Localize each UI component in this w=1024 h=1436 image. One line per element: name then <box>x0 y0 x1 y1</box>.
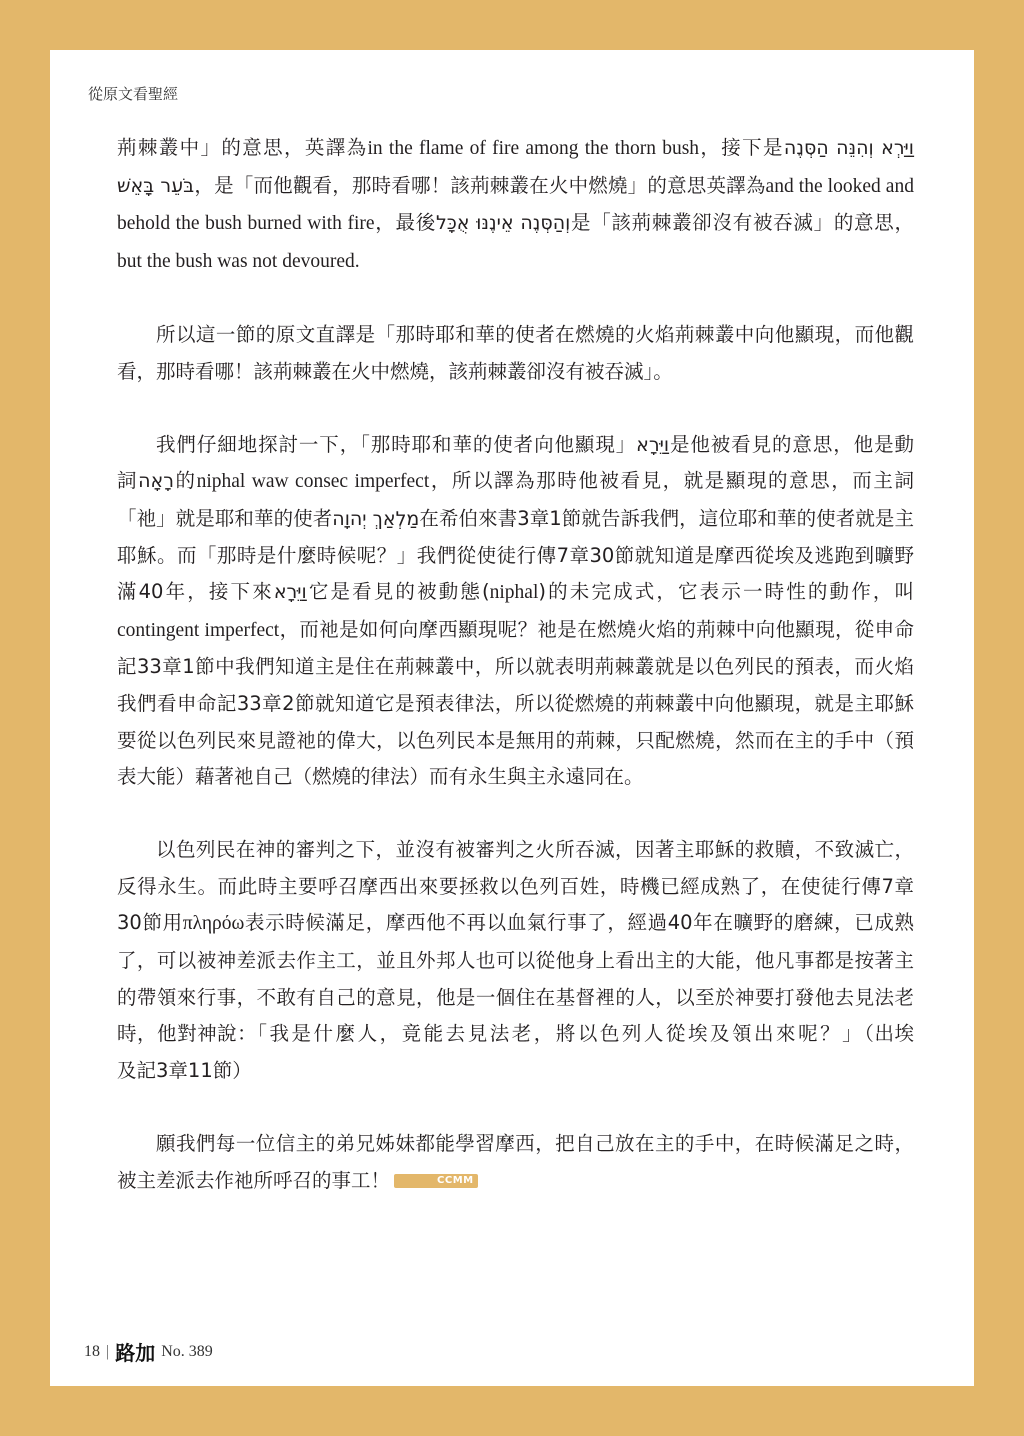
english-phrase: but the bush was not devoured. <box>117 250 360 272</box>
grammar-term: contingent imperfect <box>117 619 280 641</box>
paragraph-2: 所以這一節的原文直譯是「那時耶和華的使者在燃燒的火焰荊棘叢中向他顯現，而他觀看，那時看哪！該荊棘叢在火中燃燒，該荊棘叢卻沒有被吞滅」。 <box>117 322 914 383</box>
hebrew-word: וַיֵּרָא <box>273 581 307 604</box>
text-run: ，是「而他觀看，那時看哪！該荊棘叢在火中燃燒」的意思英譯為 <box>194 173 766 197</box>
paragraph-3 <box>117 427 914 796</box>
ccmm-end-mark: CCMM <box>394 1174 478 1188</box>
greek-word: πληρόω <box>182 913 245 935</box>
page-sheet <box>50 50 974 1386</box>
text-run: 以色列民在神的審判之下，並沒有被審判之火所吞滅，因著主耶穌的救贖，不致滅亡，反得永生。而此時主要呼召摩西出來要拯救以色列百姓，時機已經成熟了，在使徒行傳7章30節用 <box>117 838 914 935</box>
text-run: ，最後 <box>374 211 436 235</box>
text-run: 我們仔細地探討一下，「那時耶和華的使者向他顯現」 <box>156 432 637 456</box>
hebrew-phrase: מַלְאַךְ יְהוָה <box>332 507 420 530</box>
scripture-quote: 「我是什麼人，竟能去見法老，將以色列人從埃及領出來呢？」 <box>257 1022 865 1046</box>
paragraph-5 <box>117 1126 914 1199</box>
text-run: 是他被看見的意思，他是動詞 <box>117 432 914 493</box>
running-header: 從原文看聖經 <box>88 85 179 103</box>
text-run: 是「該荊棘叢卻沒有被吞滅」的意思， <box>570 211 914 235</box>
page-footer <box>84 1337 213 1366</box>
issue-number: No. 389 <box>161 1342 213 1360</box>
paragraph-4 <box>117 832 914 1089</box>
text-run: 的 <box>173 469 197 493</box>
hebrew-word: וַיֵּרָא <box>636 433 670 456</box>
hebrew-word: רָאָה <box>138 470 174 493</box>
scripture-reference: （出埃及記3章11節） <box>117 1022 914 1082</box>
english-phrase: and the looked and behold the bush burned with fire <box>117 175 914 235</box>
text-run: ，所以譯為那時他被看見，就是顯現的意思，而主詞「祂」就是耶和華的使者 <box>117 469 914 530</box>
text-run: )的未完成式，它表示一時性的動作，叫 <box>538 580 914 604</box>
text-run: 在希伯來書3章1節就告訴我們，這位耶和華的使者就是主耶穌。而「那時是什麼時候呢？」我們從使徒行傳7章30節就知道是摩西從埃及逃跑到曠野滿40年，接下來 <box>117 506 914 604</box>
footer-separator: | <box>106 1342 110 1360</box>
magazine-logo: 路加 <box>115 1341 156 1365</box>
hebrew-phrase: וְהַסְּנֶה אֵינֶנּוּ אֻכָּל <box>435 212 571 235</box>
text-run: 它是看見的被動態( <box>306 580 490 604</box>
text-run: 表示時候滿足，摩西他不再以血氣行事了，經過40年在曠野的磨練，已成熟了，可以被神差派去作主工，並且外邦人也可以從他身上看出主的大能，他凡事都是按著主的帶領來行事，不敢有自己的意見，他是一個住在基督裡的人，以至於神要打發他去見法老時，他對神說： <box>117 911 914 1046</box>
page-number: 18 <box>84 1342 100 1360</box>
hebrew-phrase: וַיַּרְא וְהִנֵּה הַסְּנֶה בֹּעֵר בָּאֵשׁ <box>117 137 914 197</box>
text-run: 願我們每一位信主的弟兄姊妹都能學習摩西，把自己放在主的手中，在時候滿足之時，被主差派去作祂所呼召的事工！ <box>117 1132 914 1192</box>
paragraph-1 <box>117 130 914 280</box>
english-phrase: in the flame of fire among the thorn bush <box>367 138 700 159</box>
text-run: ，而祂是如何向摩西顯現呢？祂是在燃燒火焰的荊棘中向他顯現，從申命記33章1節中我們知道主是住在荊棘叢中，所以就表明荊棘叢就是以色列民的預表，而火焰我們看申命記33章2節就知道它是預表律法，所以從燃燒的荊棘叢中向他顯現，就是主耶穌要從以色列民來見證祂的偉大，以色列民本是無用的荊棘，只配燃燒，然而在主的手中（預表大能）藉著祂自己（燃燒的律法）而有永生與主永遠同在。 <box>117 617 914 789</box>
text-run: ，接下是 <box>699 136 784 159</box>
text-run: 荊棘叢中」的意思，英譯為 <box>117 136 368 159</box>
grammar-term: niphal <box>489 582 539 604</box>
grammar-term: niphal waw consec imperfect <box>196 471 430 493</box>
article-body <box>117 130 914 1199</box>
